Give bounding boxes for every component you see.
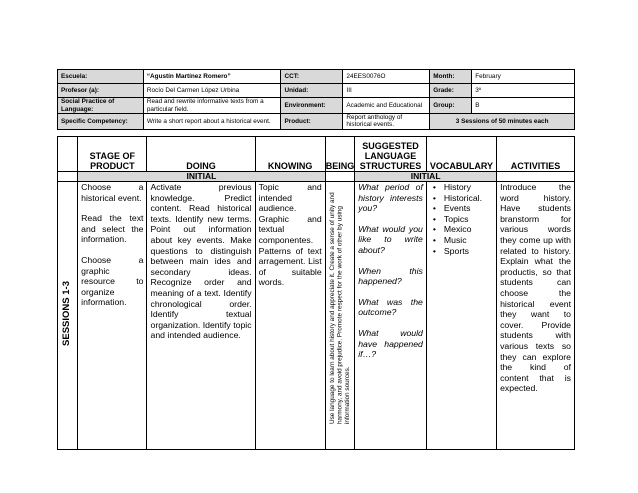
escuela-value: “Agustín Martínez Romero” [143,70,281,84]
structure-item: What period of history interests you? [358,182,423,214]
profesor-value: Rocío Del Carmen López Urbina [143,84,281,98]
col-header-structures: SUGGESTED LANGUAGE STRUCTURES [355,137,427,172]
vocabulary-list [430,182,493,256]
col-header-knowing: KNOWING [255,137,325,172]
escuela-label: Escuela: [58,70,144,84]
initial-blank-right [497,172,575,182]
col-header-doing: DOING [147,137,255,172]
structure-item: What was the outcome? [358,296,423,318]
stage-paragraph: Choose a graphic resource to organize information. [81,254,144,308]
vocabulary-item: • Historical. [430,193,493,204]
col-header-stage: STAGE OF PRODUCT [78,137,147,172]
unidad-value: III [343,84,430,98]
product-value: Report anthology of historical events. [343,114,430,130]
social-practice-label: Social Practice of Language: [58,98,144,114]
unidad-label: Unidad: [281,84,343,98]
structure-item: What would you like to write about? [358,223,423,255]
group-value: B [472,98,575,114]
initial-label-left: INITIAL [78,172,326,182]
structures-cell [355,182,427,450]
profesor-label: Profesor (a): [58,84,144,98]
header-table [57,69,575,130]
initial-blank-mid [325,172,355,182]
vocabulary-item: • Events [430,203,493,214]
col-header-being: BEING [325,137,355,172]
month-label: Month: [430,70,472,84]
stage-cell [78,182,147,450]
competency-label: Specific Competency: [58,114,144,130]
product-label: Product: [281,114,343,130]
cct-label: CCT: [281,70,343,84]
grade-label: Grade: [430,84,472,98]
cct-value: 24EES0076O [343,70,430,84]
being-cell [325,182,355,450]
initial-blank-left [58,172,78,182]
structure-item: When this happened? [358,265,423,287]
vocabulary-item: • History [430,182,493,193]
month-value: February [472,70,575,84]
col-header-vocabulary: VOCABULARY [426,137,496,172]
sessions-label: SESSIONS 1-3 [61,281,73,347]
activities-cell: Introduce the word history. Have students branstorm for various words they come up with related to history. Explain what the productis, so that students can choose the historical event they want to cover. Provide students with various texts so they can explore the kind of content that is expected. [497,182,575,450]
sessions-summary: 3 Sessions of 50 minutes each [430,114,575,130]
group-label: Group: [430,98,472,114]
vocabulary-item: • Topics [430,214,493,225]
col-header-activities: ACTIVITIES [497,137,575,172]
environment-value: Academic and Educational [343,98,430,114]
stage-paragraph: Choose a historical event. [81,182,144,203]
sessions-cell [58,182,78,450]
vocabulary-item: • Mexico [430,224,493,235]
knowing-cell: Topic and intended audience. Graphic and textual componentes. Patterns of text arragement. List of suitable words. [255,182,325,450]
lesson-table [57,136,575,450]
grade-value: 3º [472,84,575,98]
social-practice-value: Read and rewrite informative texts from a particular field. [143,98,281,114]
initial-label-right: INITIAL [355,172,497,182]
structure-item: What would have happened if…? [358,327,423,360]
vocabulary-cell [426,182,496,450]
doing-cell: Activate previous knowledge. Predict content. Read historical texts. Identify new terms. Point out information about key events. Make questions to distinguish between main ides and secondary ideas. Recognize order and meaning of a text. Identify chronological order. Identify textual organization. Identify topic and intended audience. [147,182,255,450]
environment-label: Environment: [281,98,343,114]
competency-value: Write a short report about a historical event. [143,114,281,130]
vocabulary-item: • Music [430,235,493,246]
corner-cell [58,137,78,172]
vocabulary-item: • Sports [430,246,493,257]
stage-paragraph: Read the text and select the information. [81,213,144,245]
being-text: Use language to learn about history and appreciate it. Create a sense of unity and harmony, and avoid prejudice. Promote respect for the work of other by using information sources. [328,192,351,424]
